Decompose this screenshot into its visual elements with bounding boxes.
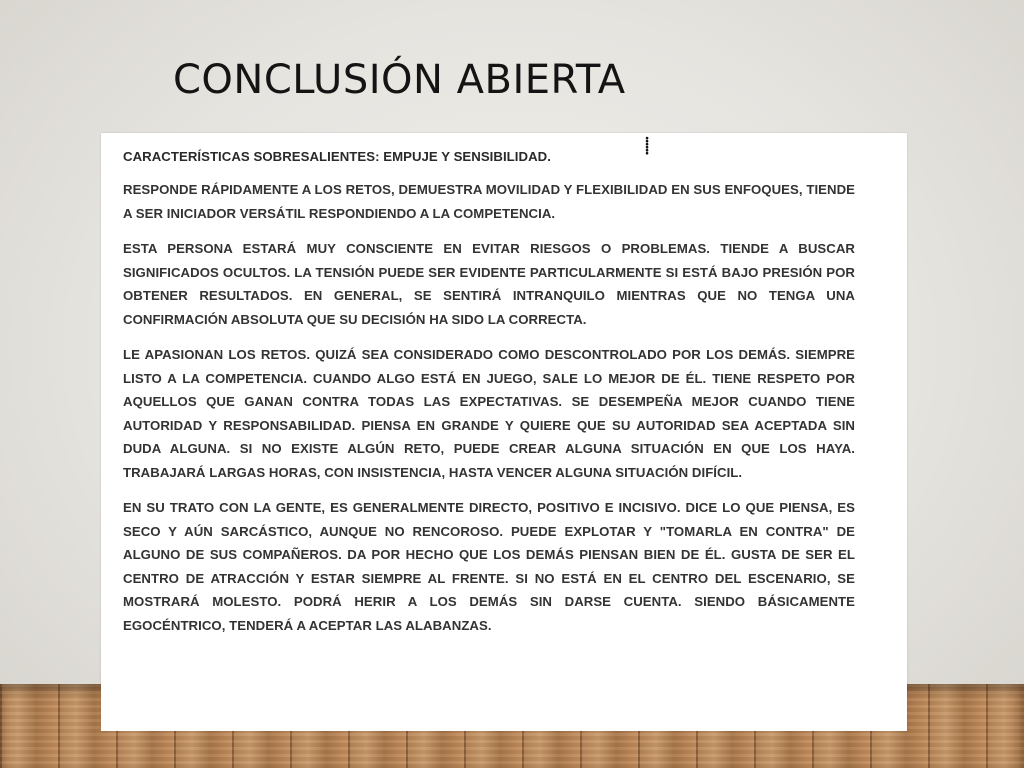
document-paragraph-3: LE APASIONAN LOS RETOS. QUIZÁ SEA CONSIDERADO COMO DESCONTROLADO POR LOS DEMÁS. SIEMPRE LISTO A LA COMPETENCIA. CUANDO ALGO ESTÁ EN JUEGO, SALE LO MEJOR DE ÉL. TIENE RESPETO POR AQUELLOS QUE GANAN CONTRA TODAS LAS EXPECTATIVAS. SE DESEMPEÑA MEJOR CUANDO TIENE AUTORIDAD Y RESPONSABILIDAD. PIENSA EN GRANDE Y QUIERE QUE SU AUTORIDAD SEA ACEPTADA SIN DUDA ALGUNA. SI NO EXISTE ALGÚN RETO, PUEDE CREAR ALGUNA SITUACIÓN EN QUE LOS HAYA. TRABAJARÁ LARGAS HORAS, CON INSISTENCIA, HASTA VENCER ALGUNA SITUACIÓN DIFÍCIL. xyxy=(123,347,855,480)
document-paragraph-4: EN SU TRATO CON LA GENTE, ES GENERALMENTE DIRECTO, POSITIVO E INCISIVO. DICE LO QUE PIENSA, ES SECO Y AÚN SARCÁSTICO, AUNQUE NO RENCOROSO. PUEDE EXPLOTAR Y "TOMARLA EN CONTRA" DE ALGUNO DE SUS COMPAÑEROS. DA POR HECHO QUE LOS DEMÁS PIENSAN BIEN DE ÉL. GUSTA DE SER EL CENTRO DE ATRACCIÓN Y ESTAR SIEMPRE AL FRENTE. SI NO ESTÁ EN EL CENTRO DEL ESCENARIO, SE MOSTRARÁ MOLESTO. PODRÁ HERIR A LOS DEMÁS SIN DARSE CUENTA. SIENDO BÁSICAMENTE EGOCÉNTRICO, TENDERÁ A ACEPTAR LAS ALABANZAS. xyxy=(123,500,855,633)
slide-title: CONCLUSIÓN ABIERTA xyxy=(173,57,626,103)
document-paragraph-1: RESPONDE RÁPIDAMENTE A LOS RETOS, DEMUESTRA MOVILIDAD Y FLEXIBILIDAD EN SUS ENFOQUES, TIENDE A SER INICIADOR VERSÁTIL RESPONDIENDO A LA COMPETENCIA. xyxy=(123,182,855,221)
document-paragraph-2: ESTA PERSONA ESTARÁ MUY CONSCIENTE EN EVITAR RIESGOS O PROBLEMAS. TIENDE A BUSCAR SIGNIFICADOS OCULTOS. LA TENSIÓN PUEDE SER EVIDENTE PARTICULARMENTE SI ESTÁ BAJO PRESIÓN POR OBTENER RESULTADOS. EN GENERAL, SE SENTIRÁ INTRANQUILO MIENTRAS QUE NO TENGA UNA CONFIRMACIÓN ABSOLUTA QUE SU DECISIÓN HA SIDO LA CORRECTA. xyxy=(123,241,855,327)
document-heading: CARACTERÍSTICAS SOBRESALIENTES: EMPUJE Y SENSIBILIDAD. xyxy=(123,149,551,164)
scan-mark-icon: ⸽ xyxy=(645,138,650,155)
scanned-document xyxy=(101,133,907,731)
